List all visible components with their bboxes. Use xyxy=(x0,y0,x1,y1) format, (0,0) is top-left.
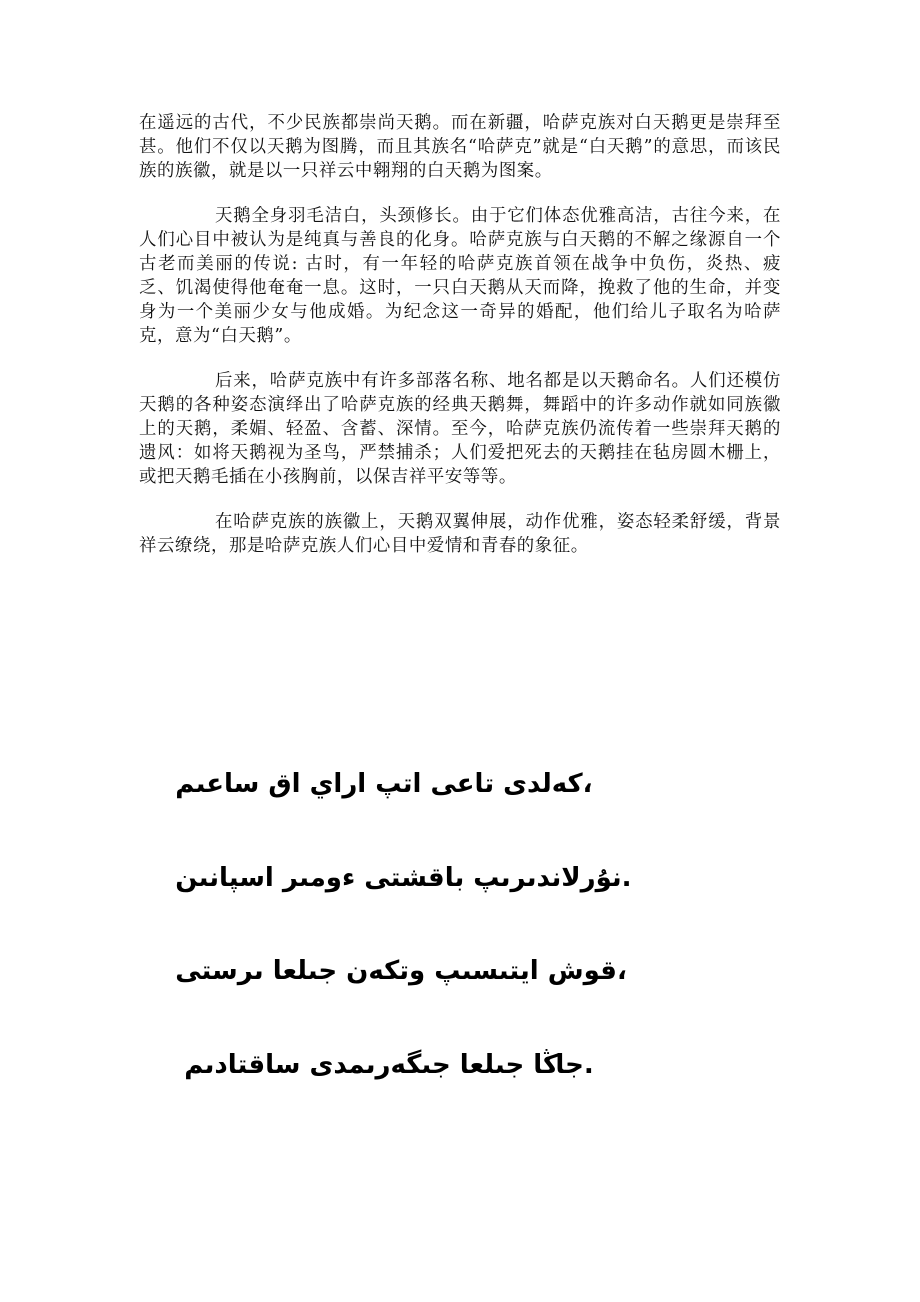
kazakh-verse-text: .نۇرلاندىرىپ باقشتى ءومىر اسپانىن xyxy=(175,863,632,893)
kazakh-verse-text: ،كەلدى تاعى اتپ اراي اق ساعىم xyxy=(175,769,593,799)
kazakh-verse-text: ،قوش ايتىسىپ وتكەن جىلعا ىرستى xyxy=(175,956,627,986)
paragraph-2: 天鹅全身羽毛洁白，头颈修长。由于它们体态优雅高洁，古往今来，在人们心目中被认为是纯真与善良的化身。哈萨克族与白天鹅的不解之缘源自一个古老而美丽的传说: 古时，有一年轻的哈萨克族首领在战争中负伤，炎热、疲乏、饥渴使得他奄奄一息。这时，一只白天鹅从天而降，挽救了他的生命，并变身为一个美丽少女与他成婚。为纪念这一奇异的婚配，他们给儿子取名为哈萨克，意为“白天鹅”。 xyxy=(139,206,781,346)
paragraph-3: 后来，哈萨克族中有许多部落名称、地名都是以天鹅命名。人们还模仿天鹅的各种姿态演绎出了哈萨克族的经典天鹅舞，舞蹈中的许多动作就如同族徽上的天鹅，柔媚、轻盈、含蓄、深情。至今，哈萨克族仍流传着一些崇拜天鹅的遗风：如将天鹅视为圣鸟，严禁捕杀；人们爱把死去的天鹅挂在毡房圆木栅上，或把天鹅毛插在小孩胸前，以保吉祥平安等等。 xyxy=(139,371,781,487)
kazakh-verse-line-4 xyxy=(148,1005,748,1125)
chinese-text-block xyxy=(139,111,781,579)
kazakh-verse-text: .جاڭا جىلعا جىگەرىمدى ساقتادىم xyxy=(184,1050,594,1080)
paragraph-1: 在遥远的古代，不少民族都崇尚天鹅。而在新疆，哈萨克族对白天鹅更是崇拜至甚。他们不仅以天鹅为图腾，而且其族名“哈萨克”就是“白天鹅”的意思，而该民族的族徽，就是以一只祥云中翱翔的白天鹅为图案。 xyxy=(139,113,781,181)
paragraph-4: 在哈萨克族的族徽上，天鹅双翼伸展，动作优雅，姿态轻柔舒缓，背景祥云缭绕，那是哈萨克族人们心目中爱情和青春的象征。 xyxy=(139,512,781,556)
